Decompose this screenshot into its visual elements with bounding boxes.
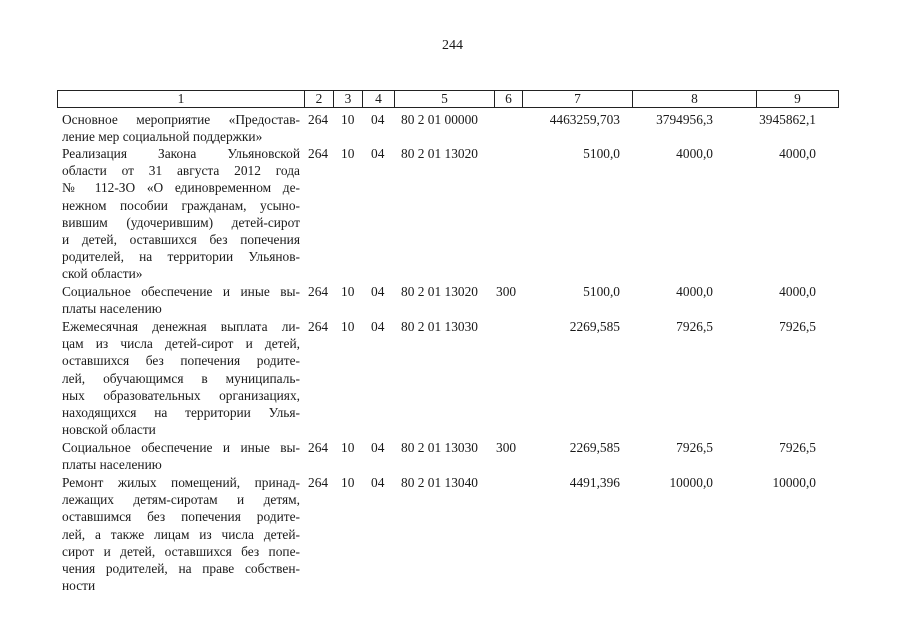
description-line: родителей, на территории Ульянов-	[62, 249, 300, 265]
description-line: новской области	[62, 422, 156, 438]
cell-amount-col8: 4000,0	[676, 284, 713, 299]
cell-amount-col8: 3794956,3	[656, 112, 713, 127]
description-line: области от 31 августа 2012 года	[62, 163, 300, 179]
description-line: ление мер социальной поддержки»	[62, 129, 263, 145]
description-line: Реализация Закона Ульяновской	[62, 146, 300, 161]
cell-amount-col9: 7926,5	[779, 319, 816, 334]
cell-target-code: 80 2 01 13020	[401, 146, 478, 161]
cell-subsection: 04	[371, 284, 385, 299]
cell-kcsr: 264	[308, 475, 329, 490]
cell-amount-col7: 4491,396	[569, 475, 620, 490]
header-col-4: 4	[362, 91, 394, 107]
cell-amount-col7: 5100,0	[583, 284, 620, 299]
cell-subsection: 04	[371, 146, 385, 161]
description-line: вившим (удочерившим) детей-сирот	[62, 214, 300, 230]
description-line: лей, обучающимся в муниципаль-	[62, 370, 300, 386]
row-description	[62, 474, 300, 594]
description-line: Социальное обеспечение и иные вы-	[62, 284, 300, 299]
cell-target-code: 80 2 01 13040	[401, 475, 478, 490]
cell-section: 10	[341, 319, 355, 334]
header-col-5: 5	[394, 91, 494, 107]
header-col-9: 9	[756, 91, 838, 107]
table-header	[57, 90, 839, 108]
cell-amount-col9: 4000,0	[779, 284, 816, 299]
cell-section: 10	[341, 284, 355, 299]
header-col-1: 1	[177, 91, 185, 106]
description-line: лежащих детям-сиротам и детям,	[62, 492, 300, 508]
description-line: лей, а также лицам из числа детей-	[62, 526, 300, 542]
cell-section: 10	[341, 112, 355, 127]
cell-amount-col8: 10000,0	[669, 475, 713, 490]
cell-amount-col9: 4000,0	[779, 146, 816, 161]
cell-target-code: 80 2 01 00000	[401, 112, 478, 127]
description-line: Социальное обеспечение и иные вы-	[62, 440, 300, 455]
description-line: ных образовательных организациях,	[62, 387, 300, 403]
cell-target-code: 80 2 01 13020	[401, 284, 478, 299]
header-col-7: 7	[522, 91, 632, 107]
cell-expense-type: 300	[496, 440, 517, 455]
cell-section: 10	[341, 440, 355, 455]
description-line: № 112-ЗО «О единовременном де-	[62, 180, 300, 196]
cell-amount-col7: 2269,585	[569, 440, 620, 455]
cell-subsection: 04	[371, 475, 385, 490]
description-line: ности	[62, 578, 96, 594]
row-description	[62, 439, 300, 473]
cell-kcsr: 264	[308, 112, 329, 127]
cell-amount-col9: 3945862,1	[759, 112, 816, 127]
header-col-2: 2	[304, 91, 333, 107]
description-line: Ремонт жилых помещений, принад-	[62, 475, 300, 490]
cell-amount-col7: 5100,0	[583, 146, 620, 161]
description-line: оставшихся без попечения родите-	[62, 353, 300, 369]
description-line: платы населению	[62, 457, 162, 473]
page-number: 244	[442, 38, 463, 53]
cell-subsection: 04	[371, 112, 385, 127]
cell-kcsr: 264	[308, 440, 329, 455]
header-col-6: 6	[494, 91, 522, 107]
description-line: нежном пособии гражданам, усыно-	[62, 197, 300, 213]
cell-subsection: 04	[371, 440, 385, 455]
description-line: находящихся на территории Улья-	[62, 404, 300, 420]
row-description	[62, 145, 300, 283]
description-line: платы населению	[62, 301, 162, 317]
description-line: сирот и детей, оставшихся без попе-	[62, 543, 300, 559]
description-line: Ежемесячная денежная выплата ли-	[62, 319, 300, 334]
cell-section: 10	[341, 146, 355, 161]
header-col-3: 3	[333, 91, 362, 107]
cell-amount-col9: 10000,0	[772, 475, 816, 490]
cell-amount-col7: 4463259,703	[549, 112, 620, 127]
description-line: Основное мероприятие «Предостав-	[62, 112, 300, 127]
description-line: цам из числа детей-сирот и детей,	[62, 336, 300, 352]
cell-amount-col9: 7926,5	[779, 440, 816, 455]
cell-kcsr: 264	[308, 319, 329, 334]
cell-amount-col8: 7926,5	[676, 319, 713, 334]
cell-subsection: 04	[371, 319, 385, 334]
description-line: чения родителей, на праве собствен-	[62, 560, 300, 576]
cell-target-code: 80 2 01 13030	[401, 440, 478, 455]
description-line: оставшимся без попечения родите-	[62, 509, 300, 525]
cell-amount-col7: 2269,585	[569, 319, 620, 334]
description-line: ской области»	[62, 266, 143, 282]
cell-amount-col8: 4000,0	[676, 146, 713, 161]
cell-kcsr: 264	[308, 284, 329, 299]
cell-target-code: 80 2 01 13030	[401, 319, 478, 334]
cell-expense-type: 300	[496, 284, 517, 299]
header-col-8: 8	[632, 91, 756, 107]
row-description	[62, 318, 300, 438]
cell-amount-col8: 7926,5	[676, 440, 713, 455]
cell-section: 10	[341, 475, 355, 490]
cell-kcsr: 264	[308, 146, 329, 161]
row-description	[62, 111, 300, 145]
row-description	[62, 283, 300, 317]
description-line: и детей, оставшихся без попечения	[62, 231, 300, 247]
